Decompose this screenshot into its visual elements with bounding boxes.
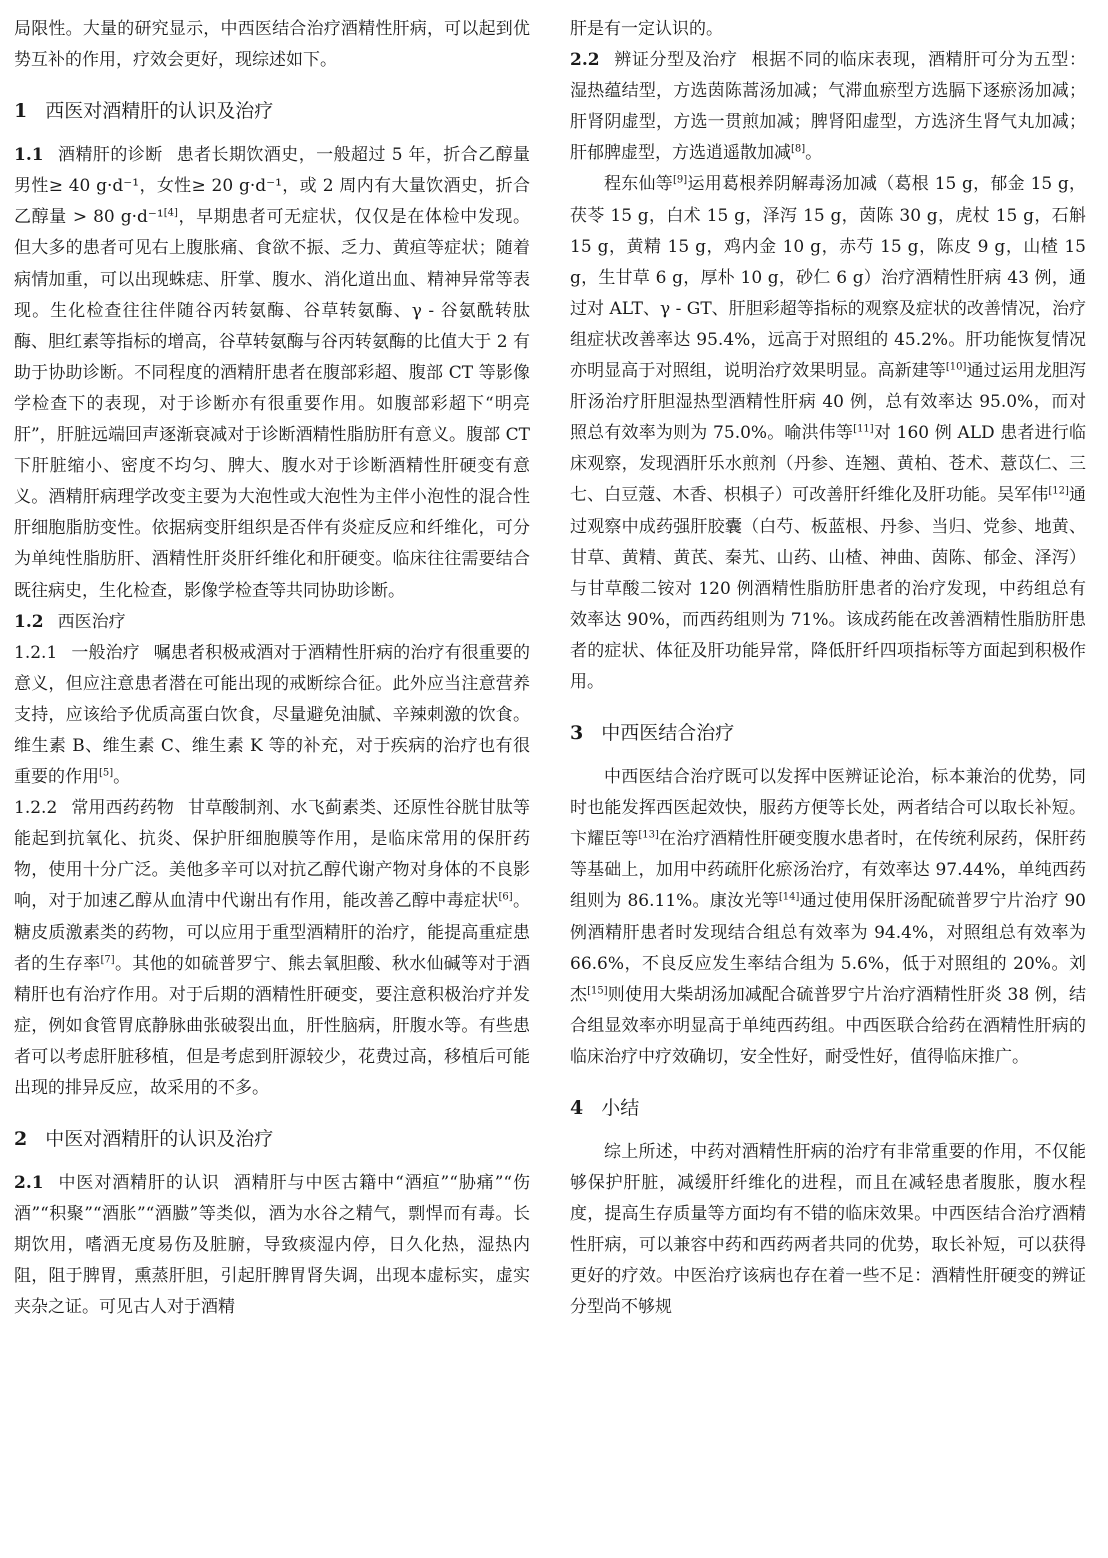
left-column xyxy=(14,14,530,1324)
section-4-heading xyxy=(570,1093,1086,1123)
paragraph-text: 酒精肝与中医古籍中“酒疸”“胁痛”“伤酒”“积聚”“酒胀”“酒臌”等类似，酒为水谷之精气，剽悍而有毒。长期饮用，嗜酒无度易伤及脏腑，导致痰湿内停，日久化热，湿热内阻，阻于脾胃，熏蒸肝胆，引起肝脾胃肾失调，出现本虚标实，虚实夹杂之证。可见古人对于酒精 xyxy=(14,1173,530,1318)
paragraph-text: 甘草酸制剂、水飞蓟素类、还原性谷胱甘肽等能起到抗氧化、抗炎、保护肝细胞膜等作用，是临床常用的保肝药物，使用十分广泛。美他多辛可以对抗乙醇代谢产物对身体的不良影响，对于加速乙醇从血清中代谢出有作用，能改善乙醇中毒症状 xyxy=(14,798,531,912)
paragraph-text: 中西医结合治疗既可以发挥中医辨证论治，标本兼治的优势，同时也能发挥西医起效快，服药方便等长处，两者结合可以取长补短。卞耀臣等 xyxy=(570,767,1086,850)
paragraph-text: 根据不同的临床表现，酒精肝可分为五型：湿热蕴结型，方选茵陈蒿汤加减；气滞血瘀型方选膈下逐瘀汤加减；肝肾阴虚型，方选一贯煎加减；脾肾阳虚型，方选济生肾气丸加减；肝郁脾虚型，方选逍遥散加减 xyxy=(570,50,1087,164)
section-number: 1 xyxy=(14,100,28,123)
section-number: 4 xyxy=(570,1097,584,1119)
paragraph-text: 则使用大柴胡汤加减配合硫普罗宁片治疗酒精性肝炎 38 例，结合组显效率亦明显高于单纯西药组。中西医联合给药在酒精性肝病的临床治疗中疗效确切，安全性好，耐受性好，值得临床推广。 xyxy=(570,984,1086,1067)
paragraph-text: 。糖皮质激素类的药物，可以应用于重型酒精肝的治疗，能提高重症患者的生存率 xyxy=(14,891,531,974)
subsection-title: 西医治疗 xyxy=(57,611,126,632)
paragraph-text: 。其他的如硫普罗宁、熊去氧胆酸、秋水仙碱等对于酒精肝也有治疗作用。对于后期的酒精性肝硬变，要注意积极治疗并发症，例如食管胃底静脉曲张破裂出血，肝性脑病，肝腹水等。有些患者可以考虑肝脏移植，但是考虑到肝源较少，花费过高，移植后可能出现的排异反应，故采用的不多。 xyxy=(14,953,531,1098)
citation-ref: [13] xyxy=(638,829,659,841)
section-3-paragraph xyxy=(570,762,1086,1073)
section-2-2-paragraph xyxy=(570,45,1086,169)
section-1-2-2-paragraph xyxy=(14,793,530,1104)
intro-continuation: 局限性。大量的研究显示，中西医结合治疗酒精性肝病，可以起到优势互补的作用，疗效会更好，现综述如下。 xyxy=(14,19,530,71)
paragraph-text: 对 160 例 ALD 患者进行临床观察，发现酒肝乐水煎剂（丹参、连翘、黄柏、苍术、薏苡仁、三七、白豆蔻、木香、枳椇子）可改善肝纤维化及肝功能。吴军伟 xyxy=(570,423,1086,506)
citation-ref: [6] xyxy=(498,891,513,903)
citation-ref: [11] xyxy=(853,423,874,435)
subsection-title: 酒精肝的诊断 xyxy=(57,145,163,166)
paragraph-text: 通过运用龙胆泻肝汤治疗肝胆湿热型酒精性肝病 40 例，总有效率达 95.0%，而对照总有效率为则为 75.0%。喻洪伟等 xyxy=(570,361,1087,444)
subsection-title: 常用西药药物 xyxy=(71,798,175,819)
subsection-number: 1.2.2 xyxy=(14,798,58,819)
section-3-heading xyxy=(570,718,1086,748)
subsection-number: 1.2 xyxy=(14,611,44,632)
section-1-2-1-paragraph xyxy=(14,638,530,793)
paragraph-text: 运用葛根养阴解毒汤加减（葛根 15 g，郁金 15 g，茯苓 15 g，白术 15 g，泽泻 15 g，茵陈 30 g，虎杖 15 g，石斛 15 g，黄精 15 g，鸡内金 10 g，赤芍 15 g，陈皮 9 g，山楂 15 g，生甘草 6 g，厚朴 10 g，砂仁 6 g）治疗酒精性肝病 43 例，通过对 ALT、γ - GT、肝胆彩超等指标的观察及症状的改善情况，治疗组症状改善率达 95.4%，远高于对照组的 45.2%。肝功能恢复情况亦明显高于对照组，说明治疗效果明显。高新建等 xyxy=(570,174,1086,382)
section-2-1-paragraph xyxy=(14,1168,530,1323)
citation-ref: [15] xyxy=(587,985,608,997)
citation-ref: [10] xyxy=(945,361,967,373)
subsection-number: 1.2.1 xyxy=(14,642,58,663)
citation-ref: [7] xyxy=(100,953,115,965)
citation-ref: [9] xyxy=(673,174,688,186)
citation-ref: [8] xyxy=(791,143,806,155)
section-2-1-continuation: 肝是有一定认识的。 xyxy=(570,19,723,39)
paragraph-text: 。 xyxy=(113,767,131,788)
clinical-studies-paragraph xyxy=(570,169,1086,698)
section-1-heading xyxy=(14,96,530,126)
subsection-title: 中医对酒精肝的认识 xyxy=(57,1173,220,1194)
section-1-1-paragraph xyxy=(14,140,530,606)
subsection-number: 2.2 xyxy=(570,50,600,71)
section-title: 中西医结合治疗 xyxy=(601,722,735,745)
citation-ref: [12] xyxy=(1048,485,1069,497)
paragraph-text: 在治疗酒精性肝硬变腹水患者时，在传统利尿药，保肝药等基础上，加用中药疏肝化瘀汤治疗，有效率达 97.44%，单纯西药组则为 86.11%。康汝光等 xyxy=(570,829,1087,912)
paragraph-text: ，早期患者可无症状，仅仅是在体检中发现。但大多的患者可见右上腹胀痛、食欲不振、乏力、黄疸等症状；随着病情加重，可以出现蛛痣、肝掌、腹水、消化道出血、精神异常等表现。生化检查往往伴随谷丙转氨酶、谷草转氨酶、γ - 谷氨酰转肽酶、胆红素等指标的增高，谷草转氨酶与谷丙转氨酶的比值大于 2 有助于协助诊断。不同程度的酒精肝患者在腹部彩超、腹部 CT 等影像学检查下的表现，对于诊断亦有很重要作用。如腹部彩超下“明亮肝”，肝脏远端回声逐渐衰减对于诊断酒精性脂肪肝有意义。腹部 CT 下肝脏缩小、密度不均匀、脾大、腹水对于诊断酒精性肝硬变有意义。酒精肝病理学改变主要为大泡性或大泡性为主伴小泡性的混合性肝细胞脂肪变性。依据病变肝组织是否伴有炎症反应和纤维化，可分为单纯性脂肪肝、酒精性肝炎肝纤维化和肝硬变。临床往往需要结合既往病史，生化检查，影像学检查等共同协助诊断。 xyxy=(14,207,530,601)
paragraph-text: 患者长期饮酒史，一般超过 5 年，折合乙醇量男性≥ 40 g·d⁻¹，女性≥ 20 g·d⁻¹，或 2 周内有大量饮酒史，折合乙醇量 > 80 g·d⁻¹ xyxy=(14,145,531,228)
paragraph-text: 。 xyxy=(805,143,823,164)
paragraph-text: 通过观察中成药强肝胶囊（白芍、板蓝根、丹参、当归、党参、地黄、甘草、黄精、黄芪、秦艽、山药、山楂、神曲、茵陈、郁金、泽泻）与甘草酸二铵对 120 例酒精性脂肪肝患者的治疗发现，中药组总有效率达 90%，而西药组则为 71%。该成药能在改善酒精性脂肪肝患者的症状、体征及肝功能异常，降低肝纤四项指标等方面起到积极作用。 xyxy=(570,485,1087,692)
paragraph-text: 通过使用保肝汤配硫普罗宁片治疗 90 例酒精肝患者时发现结合组总有效率为 94.4%，对照组总有效率为 66.6%，不良反应发生率结合组为 5.6%，低于对照组的 20%。刘杰 xyxy=(570,891,1086,1005)
section-2-heading xyxy=(14,1124,530,1154)
subsection-number: 1.1 xyxy=(14,145,44,166)
paragraph-text: 嘱患者积极戒酒对于酒精性肝病的治疗有很重要的意义，但应注意患者潜在可能出现的戒断综合征。此外应当注意营养支持，应该给予优质高蛋白饮食，尽量避免油腻、辛辣刺激的饮食。维生素 B、维生素 C、维生素 K 等的补充，对于疾病的治疗也有很重要的作用 xyxy=(14,642,531,788)
section-1-2-heading xyxy=(14,607,530,638)
citation-ref: [14] xyxy=(778,891,800,903)
section-title: 小结 xyxy=(601,1097,640,1119)
section-number: 2 xyxy=(14,1128,28,1151)
right-column xyxy=(570,14,1086,1324)
subsection-title: 一般治疗 xyxy=(71,642,140,663)
subsection-title: 辨证分型及治疗 xyxy=(613,50,738,71)
section-4-paragraph: 综上所述，中药对酒精性肝病的治疗有非常重要的作用，不仅能够保护肝脏，减缓肝纤维化的进程，而且在减轻患者腹胀，腹水程度，提高生存质量等方面均有不错的临床效果。中西医结合治疗酒精性肝病，可以兼容中药和西药两者共同的优势，取长补短，可以获得更好的疗效。中医治疗该病也存在着一些不足：酒精性肝硬变的辨证分型尚不够规 xyxy=(570,1142,1086,1318)
subsection-number: 2.1 xyxy=(14,1173,44,1194)
paragraph-text: 程东仙等 xyxy=(604,174,674,195)
citation-ref: [4] xyxy=(163,207,178,219)
section-title: 中医对酒精肝的认识及治疗 xyxy=(45,1128,274,1151)
section-number: 3 xyxy=(570,722,584,745)
citation-ref: [5] xyxy=(99,767,114,779)
section-title: 西医对酒精肝的认识及治疗 xyxy=(45,100,274,123)
